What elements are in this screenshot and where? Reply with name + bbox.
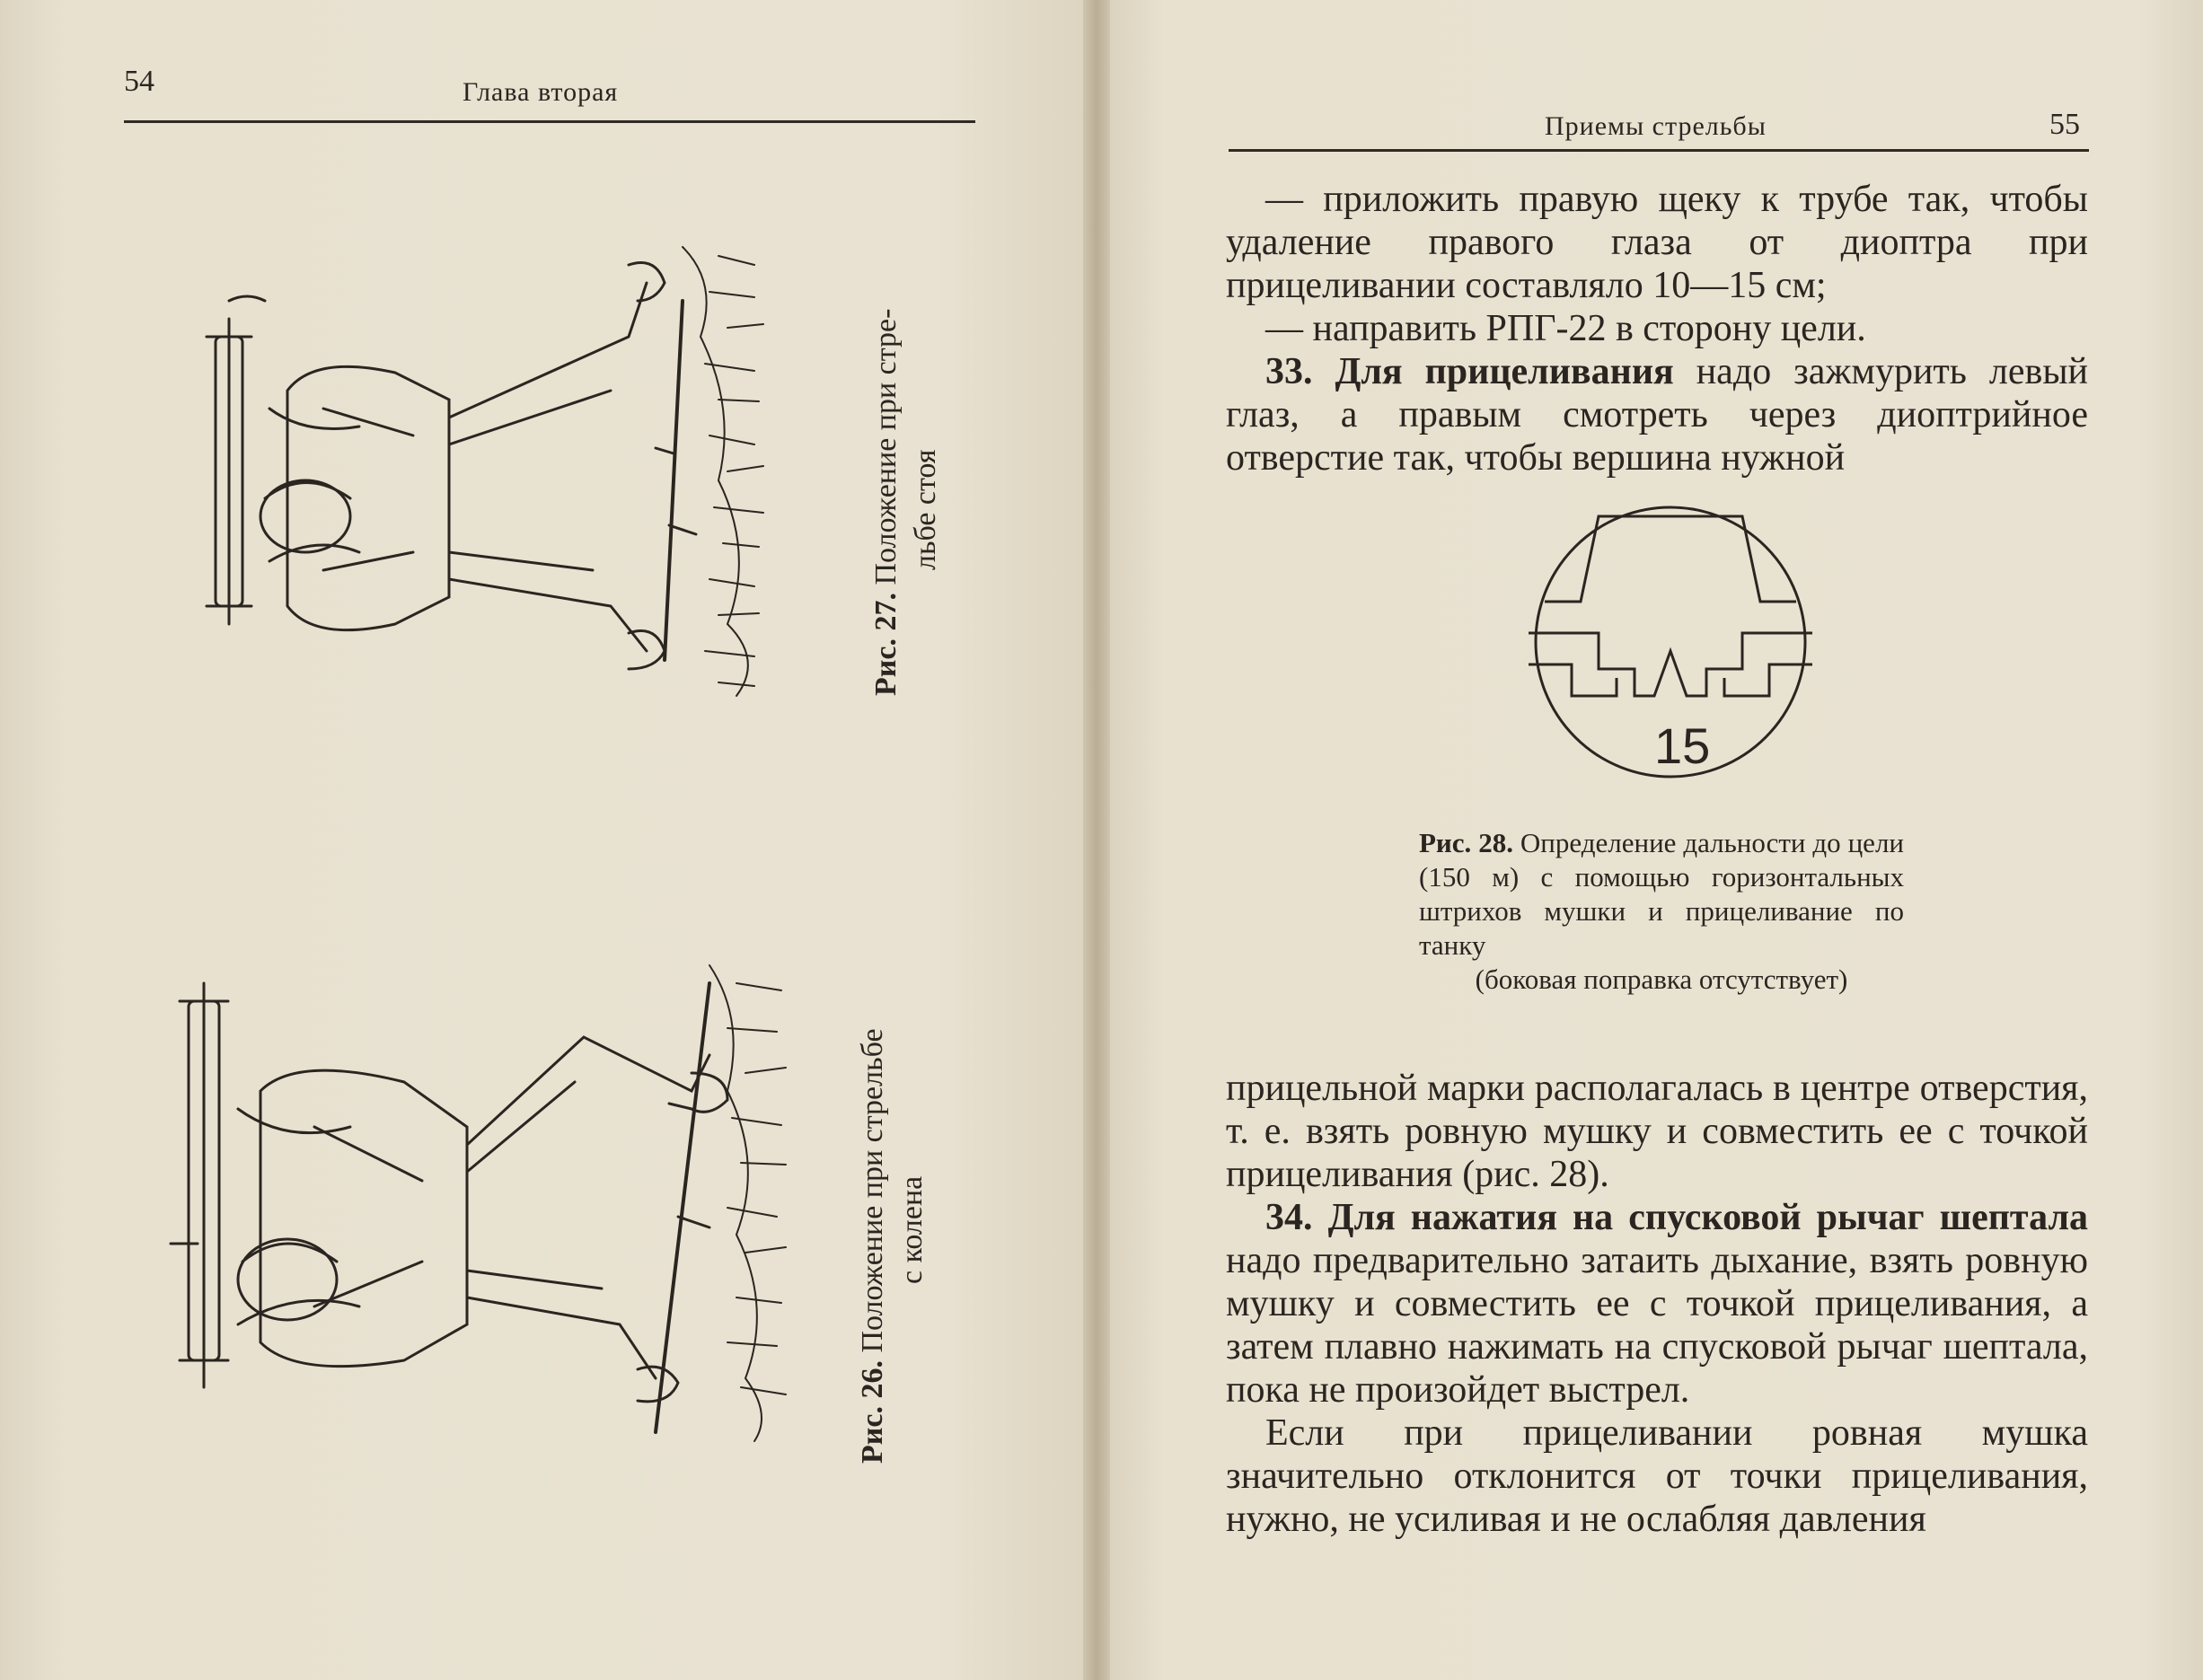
left-page-number: 54	[124, 65, 154, 98]
figure-26-label: Рис. 26.	[856, 1360, 889, 1464]
right-page-number: 55	[2049, 108, 2080, 141]
paragraph-1: — приложить правую щеку к трубе так, чтобы удаление правого глаза от диоптра при прицеливании составляло 10—15 см;	[1226, 179, 2088, 306]
figure-26-caption-line2: с колена	[895, 1175, 929, 1284]
paragraph-3-number: 33.	[1265, 351, 1313, 392]
figure-27-caption	[867, 309, 946, 696]
paragraph-3	[1226, 350, 2088, 479]
figure-28-label: Рис. 28.	[1419, 827, 1513, 858]
figure-28-sight-diagram	[1518, 498, 1823, 786]
figure-27-illustration	[180, 229, 916, 705]
body-text-bottom	[1226, 1067, 2088, 1541]
paragraph-3-text: надо зажмурить левый глаз, а правым смотреть через диоптрийное отверстие так, чтобы вершина нужной	[1226, 351, 2089, 479]
figure-28-mark: 15	[1654, 717, 1711, 774]
right-header-rule	[1229, 149, 2089, 152]
paragraph-2: — направить РПГ-22 в сторону цели.	[1265, 308, 1866, 349]
left-header-rule	[124, 120, 975, 123]
figure-27-caption-line2: льбе стоя	[909, 449, 942, 570]
paragraph-6: Если при прицеливании ровная мушка значительно отклонится от точки прицеливания, нужно, не усиливая и не ослабляя давления	[1226, 1412, 2088, 1540]
body-text-top	[1226, 178, 2088, 479]
figure-27-caption-line1: Положение при стре-	[869, 308, 903, 585]
paragraph-5	[1226, 1196, 2088, 1412]
left-running-head: Глава вторая	[463, 77, 619, 107]
figure-26-caption	[853, 1028, 932, 1464]
paragraph-5-number: 34.	[1265, 1197, 1313, 1238]
figure-28-caption-last: (боковая поправка отсутствует)	[1475, 963, 1848, 995]
paragraph-3-bold: Для прицеливания	[1335, 351, 1674, 392]
figure-28-caption-text: Определение дальности до цели (150 м) с помощью горизонтальных штрихов мушки и прицеливание по танку	[1419, 827, 1904, 961]
right-running-head: Приемы стрельбы	[1545, 111, 1767, 141]
figure-26-illustration	[153, 947, 898, 1450]
figure-28-caption	[1419, 826, 1904, 997]
paragraph-5-bold: Для нажатия на спусковой рычаг шептала	[1327, 1197, 2089, 1238]
paragraph-5-text: надо предварительно затаить дыхание, взять ровную мушку и совместить ее с точкой прицеливания, а затем плавно нажимать на спусковой рычаг шептала, пока не произойдет выстрел.	[1226, 1240, 2088, 1411]
figure-26-caption-line1: Положение при стрельбе	[856, 1028, 889, 1353]
figure-27-label: Рис. 27.	[869, 593, 903, 696]
book-gutter	[1083, 0, 1110, 1680]
paragraph-4: прицельной марки располагалась в центре отверстия, т. е. взять ровную мушку и совместить ее с точкой прицеливания (рис. 28).	[1226, 1068, 2088, 1195]
